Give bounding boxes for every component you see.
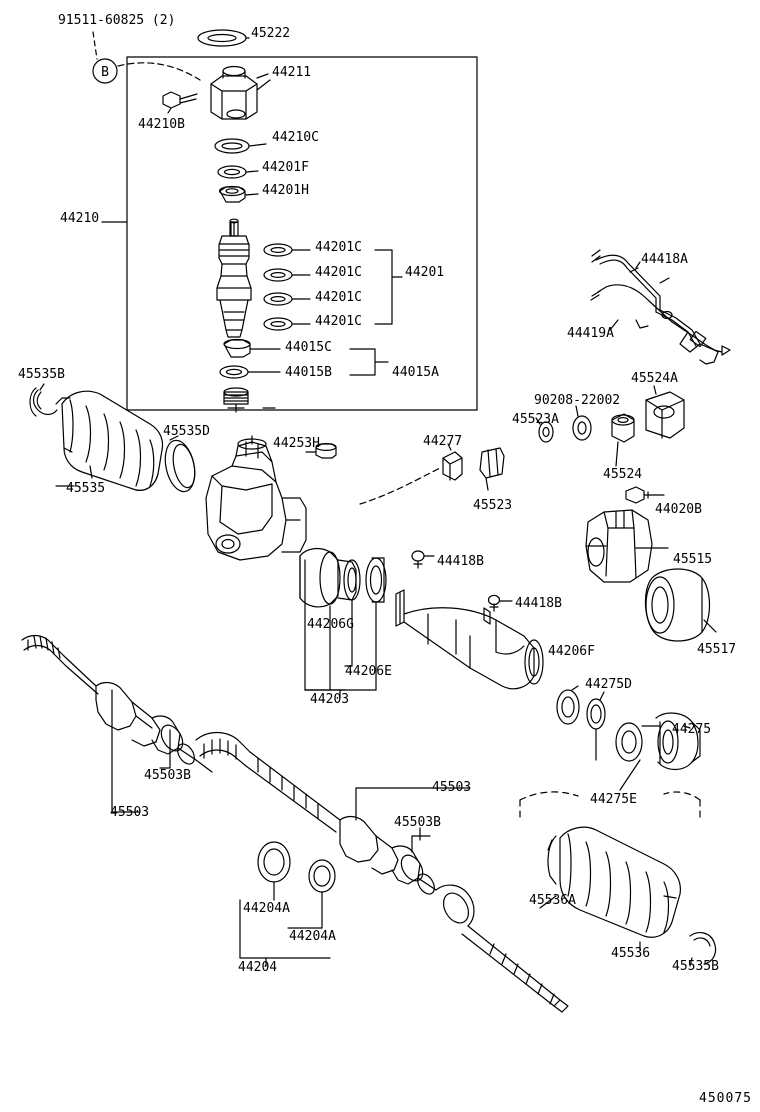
label-44275E: 44275E (590, 792, 637, 807)
label-44015A: 44015A (392, 365, 439, 380)
label-45535B-bottom: 45535B (672, 959, 719, 974)
label-44418B-2: 44418B (515, 596, 562, 611)
label-44204A-1: 44204A (243, 901, 290, 916)
label-44418B-1: 44418B (437, 554, 484, 569)
label-45523A: 45523A (512, 412, 559, 427)
label-44275D: 44275D (585, 677, 632, 692)
label-44020B: 44020B (655, 502, 702, 517)
label-91511-60825: 91511-60825 (2) (58, 13, 176, 28)
label-45524A: 45524A (631, 371, 678, 386)
label-44204A-2: 44204A (289, 929, 336, 944)
label-45535B-top: 45535B (18, 367, 65, 382)
label-44204: 44204 (238, 960, 278, 975)
label-44201C-1: 44201C (315, 240, 362, 255)
label-44015C: 44015C (285, 340, 332, 355)
label-44419A: 44419A (567, 326, 614, 341)
label-45523: 45523 (473, 498, 513, 513)
label-44211: 44211 (272, 65, 312, 80)
label-45535: 45535 (66, 481, 106, 496)
label-44201F: 44201F (262, 160, 309, 175)
svg-text:B: B (101, 65, 109, 80)
label-44206G: 44206G (307, 617, 354, 632)
label-44206F: 44206F (548, 644, 595, 659)
sheet-code: 450075 (699, 1091, 752, 1106)
label-44203: 44203 (310, 692, 350, 707)
label-45503B-2: 45503B (394, 815, 441, 830)
label-45503-2: 45503 (432, 780, 472, 795)
label-45517: 45517 (697, 642, 737, 657)
label-45536: 45536 (611, 946, 651, 961)
label-44201H: 44201H (262, 183, 309, 198)
label-45515: 45515 (673, 552, 713, 567)
label-45222: 45222 (251, 26, 291, 41)
label-44277: 44277 (423, 434, 463, 449)
label-44210C: 44210C (272, 130, 319, 145)
label-44418A: 44418A (641, 252, 688, 267)
label-44201C-2: 44201C (315, 265, 362, 280)
label-45524: 45524 (603, 467, 643, 482)
label-44206E: 44206E (345, 664, 392, 679)
label-44210: 44210 (60, 211, 100, 226)
label-45503-1: 45503 (110, 805, 150, 820)
label-90208-22002: 90208-22002 (534, 393, 621, 408)
label-44275: 44275 (672, 722, 712, 737)
label-45536A: 45536A (529, 893, 576, 908)
label-44253H: 44253H (273, 436, 320, 451)
label-44201: 44201 (405, 265, 445, 280)
label-44201C-3: 44201C (315, 290, 362, 305)
label-45503B-1: 45503B (144, 768, 191, 783)
label-44201C-4: 44201C (315, 314, 362, 329)
label-44210B: 44210B (138, 117, 185, 132)
label-44015B: 44015B (285, 365, 332, 380)
label-45535D: 45535D (163, 424, 210, 439)
